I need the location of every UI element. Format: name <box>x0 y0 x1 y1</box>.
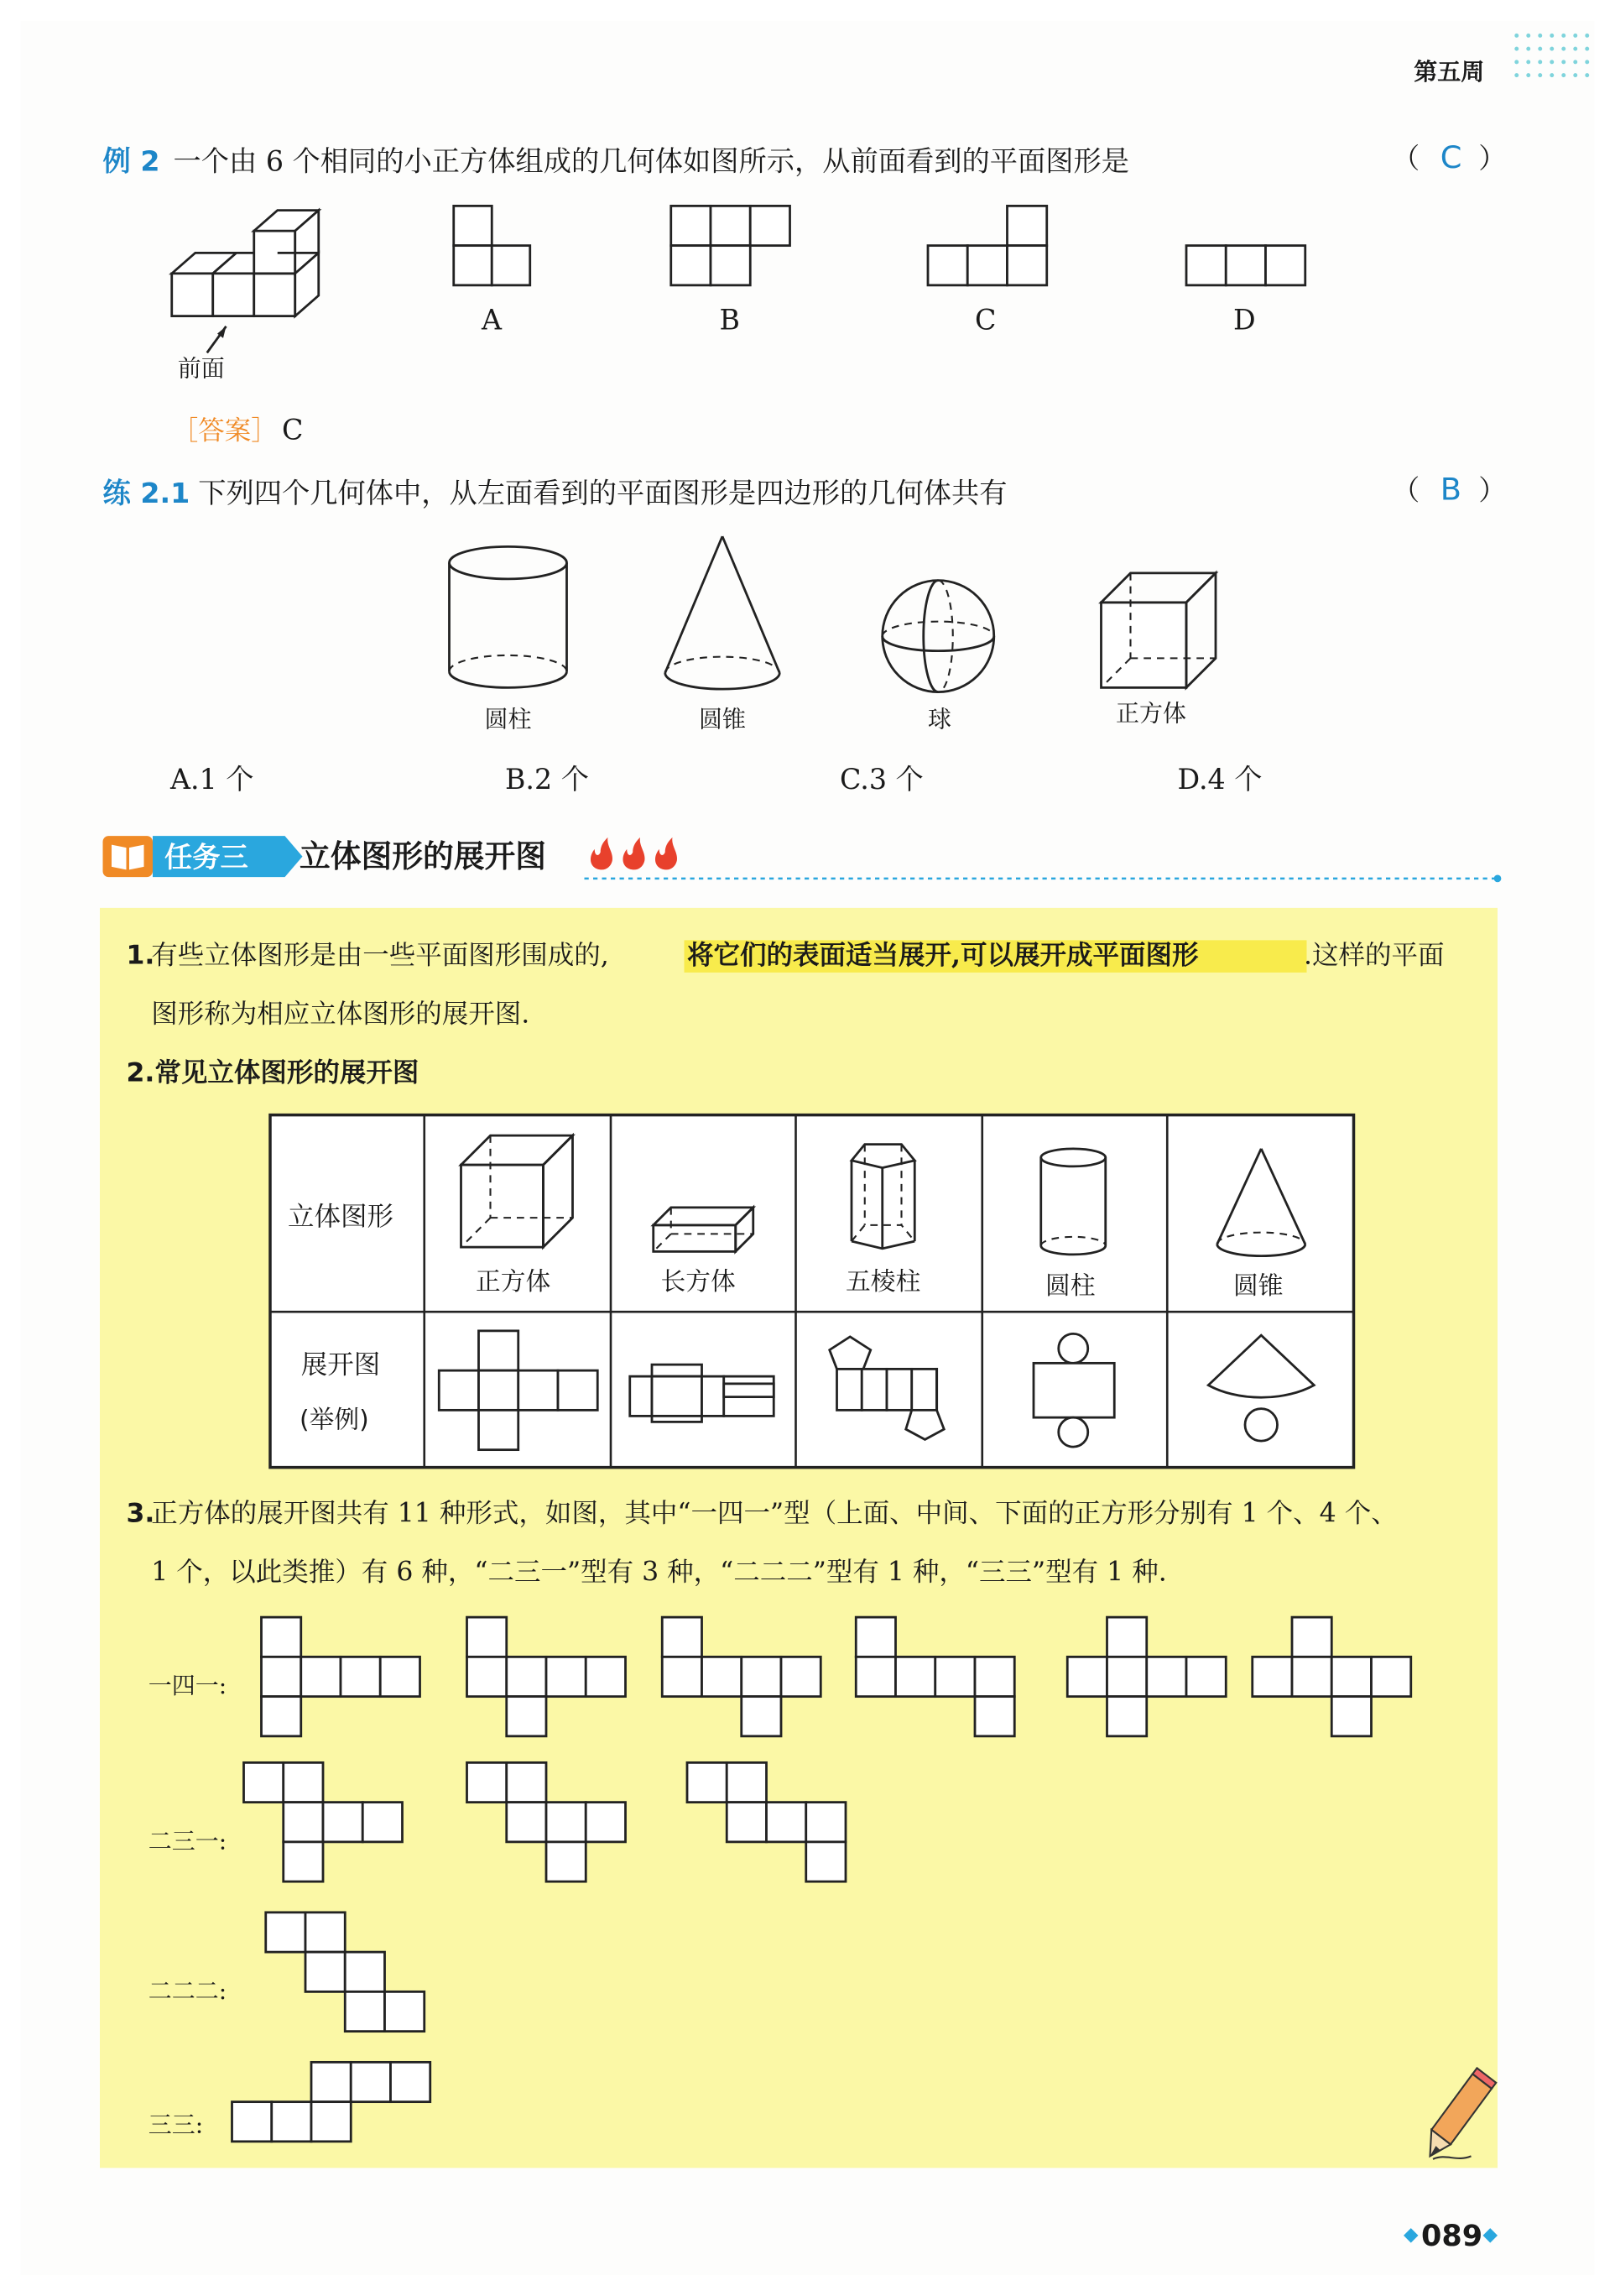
front-label: 前面 <box>177 354 225 383</box>
option-b-label: B <box>719 303 740 337</box>
page-number-text: 089 <box>1421 2220 1483 2254</box>
nets-table <box>270 1115 1354 1468</box>
practice-bracket-close: ） <box>1478 473 1507 507</box>
practice-label: 练 2.1 <box>102 476 190 509</box>
table-prism-label: 五棱柱 <box>846 1266 921 1297</box>
book-icon <box>103 836 154 877</box>
answer-bracket-open: （ <box>1392 141 1420 175</box>
point2-heading: 2.常见立体图形的展开图 <box>126 1057 419 1088</box>
practice-bracket-open: （ <box>1392 473 1420 507</box>
point1-number: 1. <box>126 940 155 971</box>
row-header-example: (举例) <box>300 1405 369 1435</box>
choice-b: B.2 个 <box>505 763 589 796</box>
table-cube-label: 正方体 <box>476 1266 551 1297</box>
example-question: 一个由 6 个相同的小正方体组成的几何体如图所示，从前面看到的平面图形是 <box>173 144 1130 178</box>
option-c-label: C <box>975 303 997 337</box>
point1-line2: 图形称为相应立体图形的展开图. <box>151 999 530 1030</box>
cone-label: 圆锥 <box>699 705 747 733</box>
table-cuboid-label: 长方体 <box>660 1266 736 1297</box>
net-label-33: 三三: <box>148 2111 204 2139</box>
task-title: 立体图形的展开图 <box>300 838 547 874</box>
week-label: 第五周 <box>1414 57 1485 86</box>
net-label-141: 一四一: <box>148 1672 227 1700</box>
point1-highlight: 将它们的表面适当展开,可以展开成平面图形 <box>687 939 1199 971</box>
answer-tag: ［答案］ <box>171 415 278 446</box>
practice-question: 下列四个几何体中，从左面看到的平面图形是四边形的几何体共有 <box>198 476 1008 509</box>
row-header-solids: 立体图形 <box>288 1201 394 1232</box>
task-tag: 任务三 <box>164 840 248 874</box>
sphere-label: 球 <box>928 705 952 733</box>
table-cylinder-label: 圆柱 <box>1045 1271 1096 1302</box>
choice-a: A.1 个 <box>170 763 254 796</box>
cylinder-label: 圆柱 <box>484 705 532 733</box>
example-label: 例 2 <box>102 144 160 178</box>
answer-bracket-close: ） <box>1478 141 1507 175</box>
option-a-label: A <box>482 303 503 337</box>
practice-answer-letter: B <box>1440 471 1461 508</box>
choice-d: D.4 个 <box>1177 763 1263 796</box>
point3-line1: 正方体的展开图共有 11 种形式，如图，其中“一四一”型（上面、中间、下面的正方形分别有 1 个、4 个、 <box>151 1498 1398 1529</box>
point1-text-start: 有些立体图形是由一些平面图形围成的, <box>151 940 609 971</box>
net-label-222: 二二二: <box>148 1977 227 2006</box>
row-header-nets: 展开图 <box>300 1349 381 1380</box>
point1-text-end: .这样的平面 <box>1304 940 1445 971</box>
option-d-label: D <box>1233 303 1256 337</box>
point3-number: 3. <box>126 1498 155 1529</box>
answer-letter: C <box>1440 138 1462 175</box>
net-label-231: 二三一: <box>148 1827 227 1855</box>
cube-label: 正方体 <box>1116 699 1187 728</box>
point3-line2: 1 个，以此类推）有 6 种，“二三一”型有 3 种，“二二二”型有 1 种，“三三”型有 1 种. <box>151 1557 1167 1588</box>
answer-value: C <box>282 413 304 446</box>
knowledge-box <box>100 908 1498 2168</box>
table-cone-label: 圆锥 <box>1233 1271 1284 1302</box>
choice-c: C.3 个 <box>840 763 924 796</box>
